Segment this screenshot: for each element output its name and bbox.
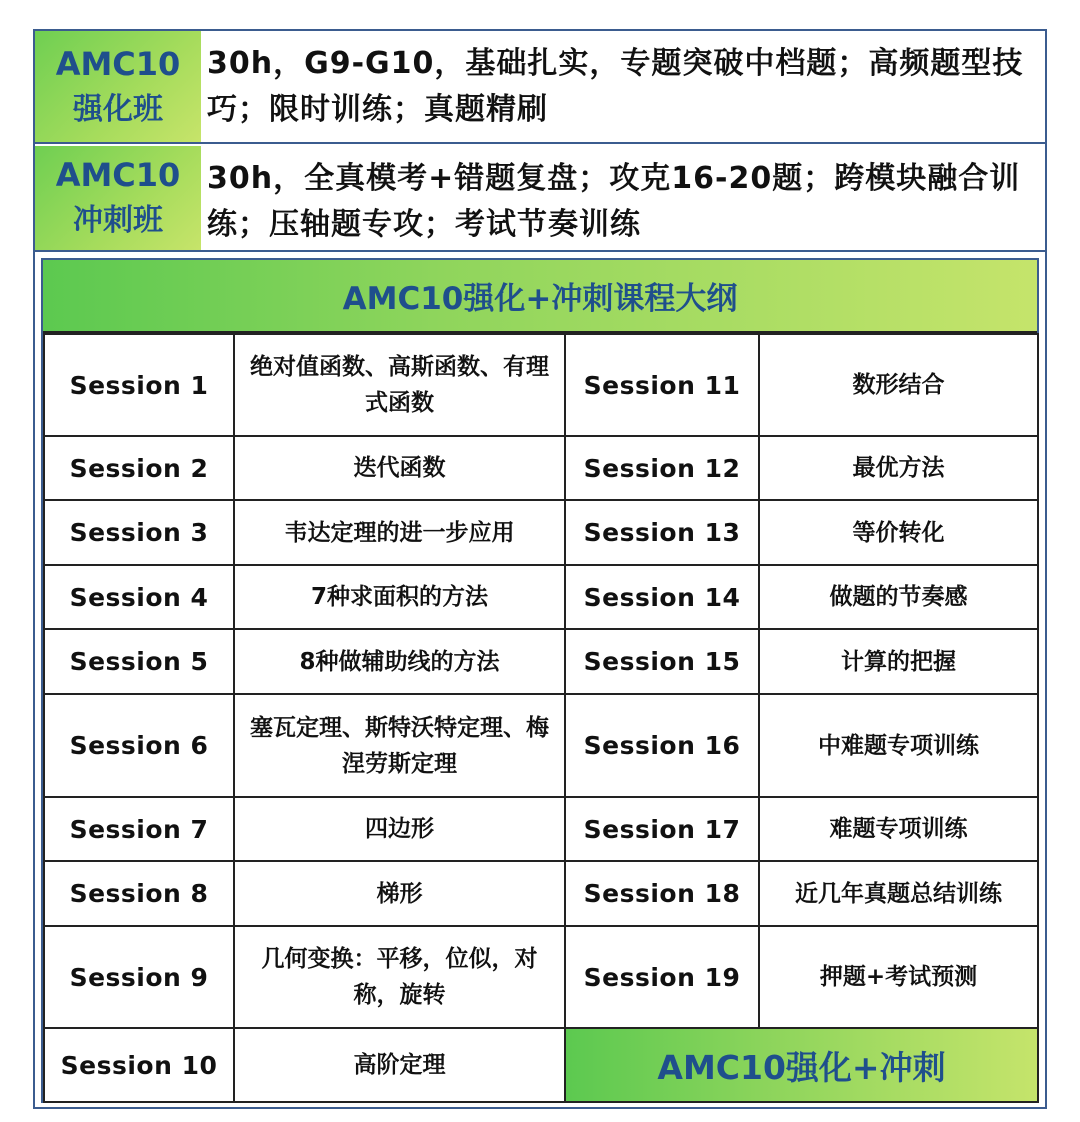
topic-cell: 8种做辅助线的方法 — [234, 629, 565, 694]
intro-row-intensive — [35, 31, 1045, 144]
session-cell: Session 14 — [565, 565, 759, 629]
session-cell: Session 4 — [44, 565, 234, 629]
topic-cell: 中难题专项训练 — [759, 694, 1038, 797]
topic-cell: 做题的节奏感 — [759, 565, 1038, 629]
session-cell: Session 15 — [565, 629, 759, 694]
topic-cell: 四边形 — [234, 797, 565, 861]
session-cell: Session 3 — [44, 500, 234, 565]
table-row — [44, 334, 1038, 436]
intro-description: 30h，全真模考+错题复盘；攻克16-20题；跨模块融合训练；压轴题专攻；考试节奏训练 — [207, 161, 1021, 242]
session-cell: Session 16 — [565, 694, 759, 797]
intro-label-line1: AMC10 — [55, 156, 181, 194]
table-row — [44, 1028, 1038, 1102]
topic-cell: 迭代函数 — [234, 436, 565, 500]
syllabus-table — [43, 333, 1039, 1103]
intro-label-line2: 冲刺班 — [73, 203, 163, 238]
table-row — [44, 629, 1038, 694]
topic-cell: 最优方法 — [759, 436, 1038, 500]
table-row — [44, 926, 1038, 1028]
intro-label-line2: 强化班 — [73, 91, 163, 127]
session-cell: Session 9 — [44, 926, 234, 1028]
session-cell: Session 11 — [565, 334, 759, 436]
session-cell: Session 1 — [44, 334, 234, 436]
table-row — [44, 565, 1038, 629]
topic-cell: 高阶定理 — [234, 1028, 565, 1102]
topic-cell: 押题+考试预测 — [759, 926, 1038, 1028]
topic-cell: 计算的把握 — [759, 629, 1038, 694]
session-cell: Session 8 — [44, 861, 234, 926]
topic-cell: 塞瓦定理、斯特沃特定理、梅涅劳斯定理 — [234, 694, 565, 797]
session-cell: Session 2 — [44, 436, 234, 500]
topic-cell: 绝对值函数、高斯函数、有理式函数 — [234, 334, 565, 436]
session-cell: Session 18 — [565, 861, 759, 926]
table-row — [44, 500, 1038, 565]
table-row — [44, 436, 1038, 500]
intro-description: 30h，G9-G10，基础扎实，专题突破中档题；高频题型技巧；限时训练；真题精刷 — [207, 46, 1024, 127]
topic-cell: 数形结合 — [759, 334, 1038, 436]
session-cell: Session 13 — [565, 500, 759, 565]
syllabus-title: AMC10强化+冲刺课程大纲 — [43, 260, 1037, 333]
intro-row-sprint — [35, 146, 1045, 252]
intro-label-line1: AMC10 — [55, 44, 181, 83]
session-cell: Session 12 — [565, 436, 759, 500]
topic-cell: 等价转化 — [759, 500, 1038, 565]
topic-cell: 韦达定理的进一步应用 — [234, 500, 565, 565]
session-cell: Session 6 — [44, 694, 234, 797]
topic-cell: 难题专项训练 — [759, 797, 1038, 861]
topic-cell: 近几年真题总结训练 — [759, 861, 1038, 926]
table-row — [44, 861, 1038, 926]
footer-label: AMC10强化+冲刺 — [565, 1028, 1038, 1102]
table-row — [44, 694, 1038, 797]
topic-cell: 梯形 — [234, 861, 565, 926]
intro-label — [35, 146, 201, 250]
topic-cell: 7种求面积的方法 — [234, 565, 565, 629]
intro-label — [35, 31, 201, 142]
session-cell: Session 10 — [44, 1028, 234, 1102]
table-row — [44, 797, 1038, 861]
syllabus-section — [41, 258, 1039, 1103]
session-cell: Session 5 — [44, 629, 234, 694]
session-cell: Session 19 — [565, 926, 759, 1028]
topic-cell: 几何变换：平移，位似，对称，旋转 — [234, 926, 565, 1028]
session-cell: Session 7 — [44, 797, 234, 861]
course-info-card — [33, 29, 1047, 1109]
session-cell: Session 17 — [565, 797, 759, 861]
